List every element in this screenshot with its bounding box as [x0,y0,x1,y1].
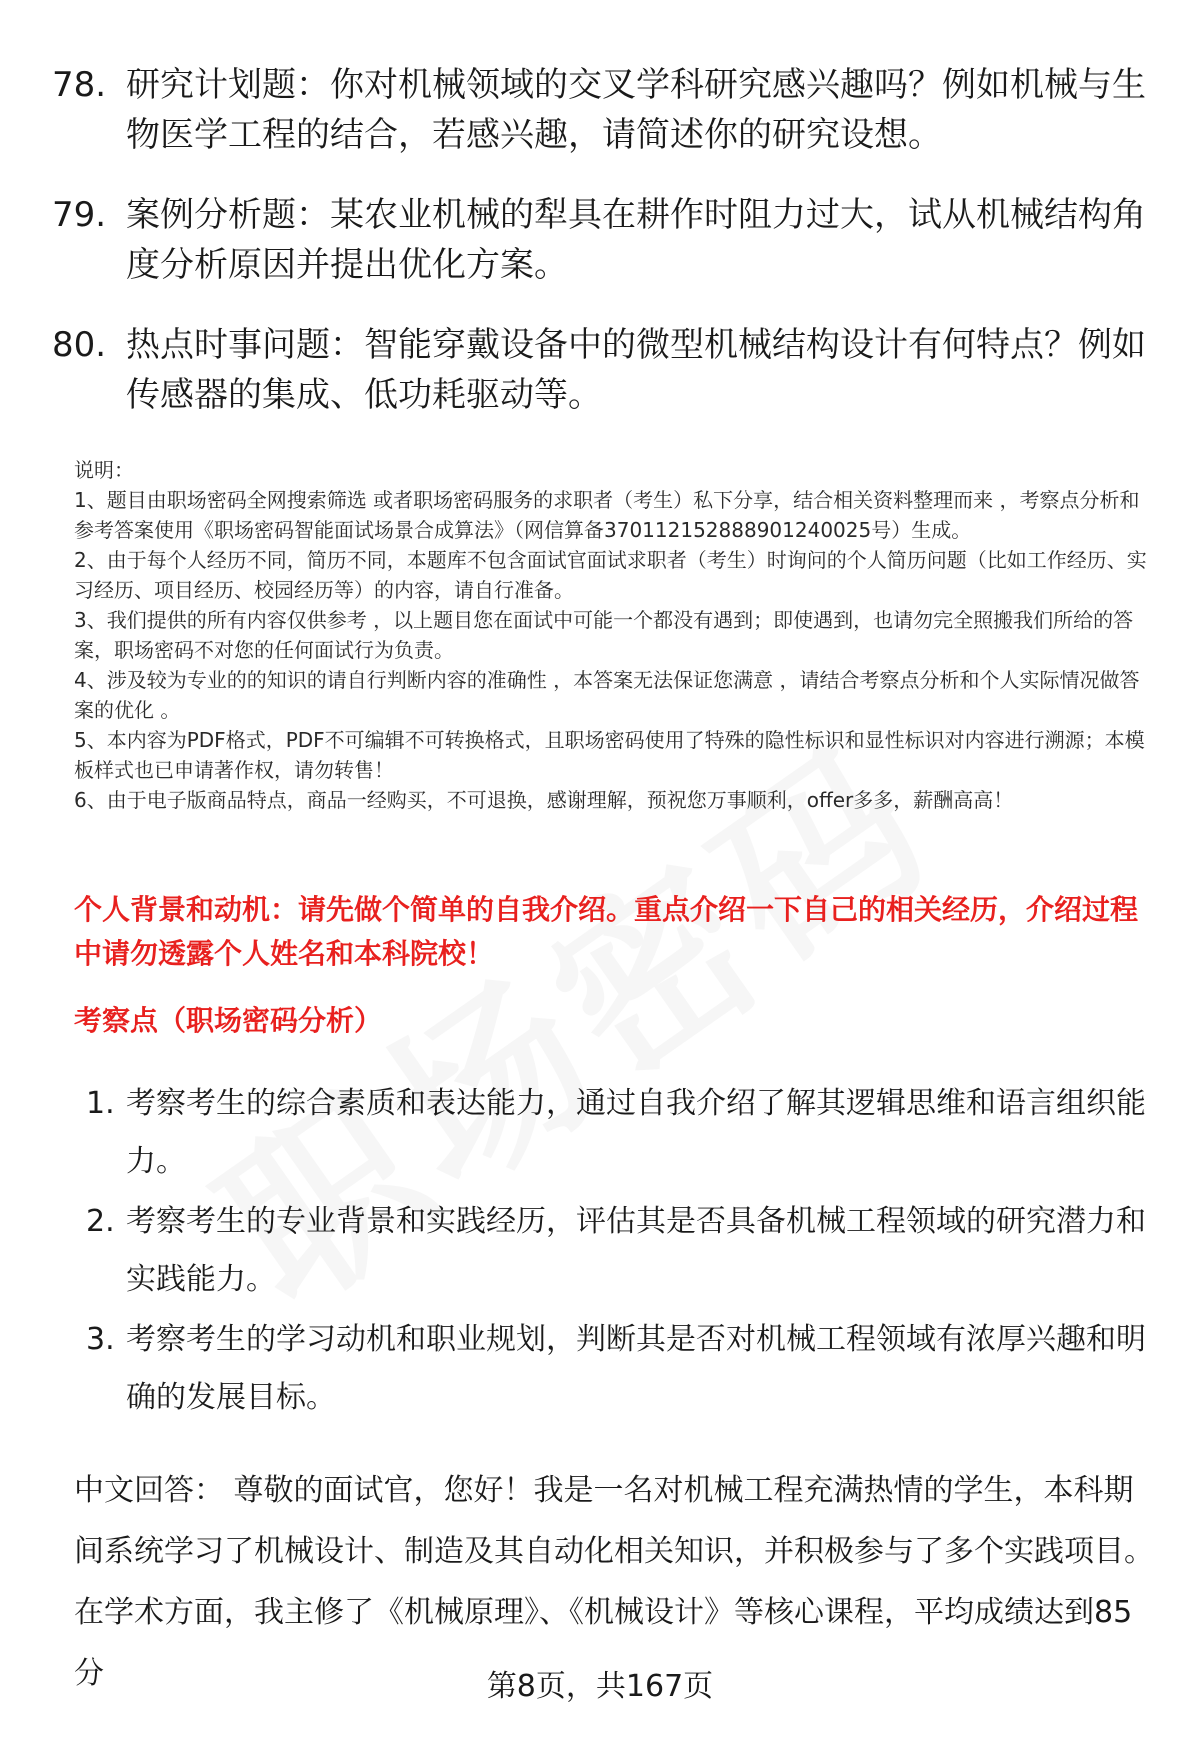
disclaimer-notes [74,455,1154,815]
question-number: 78. [52,65,107,105]
list-item [74,1193,1154,1309]
page-number: 第8页，共167页 [486,1669,714,1704]
note-item: 2、由于每个人经历不同，简历不同，本题库不包含面试官面试求职者（考生）时询问的个人简历问题（比如工作经历、实习经历、项目经历、校园经历等）的内容，请自行准备。 [74,548,1147,602]
question-text: 案例分析题：某农业机械的犁具在耕作时阻力过大，试从机械结构角度分析原因并提出优化方案。 [126,195,1146,285]
question-number: 80. [52,325,107,365]
point-number: 1. [86,1086,115,1121]
note-item: 4、涉及较为专业的的知识的请自行判断内容的准确性 ，本答案无法保证您满意 ，请结合考察点分析和个人实际情况做答案的优化 。 [74,668,1140,722]
section-title: 个人背景和动机：请先做个简单的自我介绍。重点介绍一下自己的相关经历，介绍过程中请勿透露个人姓名和本科院校！ [74,893,1139,970]
note-item: 5、本内容为PDF格式，PDF不可编辑不可转换格式，且职场密码使用了特殊的隐性标识和显性标识对内容进行溯源；本模板样式也已申请著作权，请勿转售！ [74,728,1145,782]
question-78 [52,60,1152,160]
list-item [74,1075,1154,1191]
question-80 [52,320,1152,420]
question-text: 热点时事问题：智能穿戴设备中的微型机械结构设计有何特点？例如传感器的集成、低功耗驱动等。 [126,325,1146,415]
note-item: 3、我们提供的所有内容仅供参考 ，以上题目您在面试中可能一个都没有遇到；即使遇到，也请勿完全照搬我们所给的答案，职场密码不对您的任何面试行为负责。 [74,608,1134,662]
point-text: 考察考生的综合素质和表达能力，通过自我介绍了解其逻辑思维和语言组织能力。 [126,1086,1146,1179]
answer-text: 中文回答： 尊敬的面试官，您好！我是一名对机械工程充满热情的学生，本科期间系统学习了机械设计、制造及其自动化相关知识，并积极参与了多个实践项目。在学术方面，我主修了《机械原理》、《机械设计》等核心课程，平均成绩达到85分 [74,1473,1154,1691]
point-number: 3. [86,1322,115,1357]
note-item: 6、由于电子版商品特点，商品一经购买，不可退换，感谢理解，预祝您万事顺利，offer多多，薪酬高高！ [74,788,1014,812]
question-79 [52,190,1152,290]
question-number: 79. [52,195,107,235]
point-text: 考察考生的学习动机和职业规划，判断其是否对机械工程领域有浓厚兴趣和明确的发展目标。 [126,1322,1146,1415]
note-item: 1、题目由职场密码全网搜索筛选 或者职场密码服务的求职者（考生）私下分享，结合相关资料整理而来 ，考察点分析和参考答案使用《职场密码智能面试场景合成算法》（网信算备370112152888901240025号）生成。 [74,488,1140,542]
assessment-points-list [74,1075,1154,1429]
point-text: 考察考生的专业背景和实践经历，评估其是否具备机械工程领域的研究潜力和实践能力。 [126,1204,1146,1297]
question-text: 研究计划题：你对机械领域的交叉学科研究感兴趣吗？例如机械与生物医学工程的结合，若感兴趣，请简述你的研究设想。 [126,65,1146,155]
points-title: 考察点（职场密码分析） [74,1004,383,1037]
list-item [74,1311,1154,1427]
notes-title: 说明： [74,458,134,482]
point-number: 2. [86,1204,115,1239]
